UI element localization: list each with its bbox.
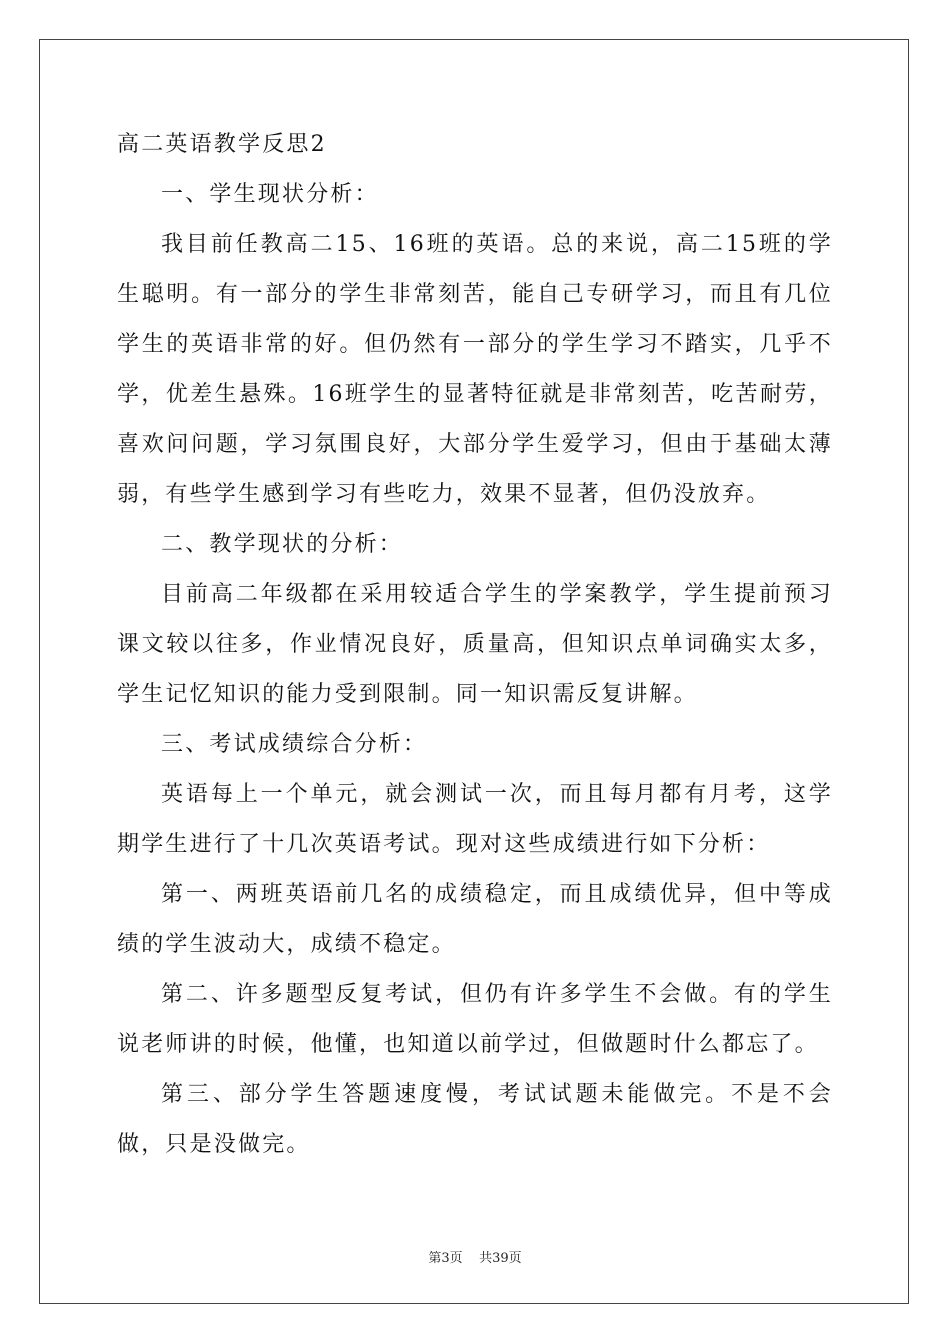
section-heading-student-analysis: 一、学生现状分析： bbox=[161, 182, 379, 207]
section-heading-exam-analysis: 三、考试成绩综合分析： bbox=[161, 732, 428, 757]
current-page-label: 第3页 bbox=[428, 1251, 463, 1266]
paragraph-exam-point-3: 第三、部分学生答题速度慢，考试试题未能做完。不是不会做，只是没做完。 bbox=[117, 1082, 833, 1157]
document-body bbox=[117, 120, 833, 1170]
document-title: 高二英语教学反思2 bbox=[117, 132, 327, 157]
paragraph-exam-point-1: 第一、两班英语前几名的成绩稳定，而且成绩优异，但中等成绩的学生波动大，成绩不稳定。 bbox=[117, 882, 833, 957]
section-heading-teaching-analysis: 二、教学现状的分析： bbox=[161, 532, 404, 557]
paragraph-student-analysis: 我目前任教高二15、16班的英语。总的来说，高二15班的学生聪明。有一部分的学生非常刻苦，能自己专研学习，而且有几位学生的英语非常的好。但仍然有一部分的学生学习不踏实，几乎不学，优差生悬殊。16班学生的显著特征就是非常刻苦，吃苦耐劳，喜欢问问题，学习氛围良好，大部分学生爱学习，但由于基础太薄弱，有些学生感到学习有些吃力，效果不显著，但仍没放弃。 bbox=[117, 232, 833, 507]
page-footer bbox=[0, 1247, 950, 1266]
paragraph-exam-point-2: 第二、许多题型反复考试，但仍有许多学生不会做。有的学生说老师讲的时候，他懂，也知道以前学过，但做题时什么都忘了。 bbox=[117, 982, 833, 1057]
paragraph-teaching-analysis: 目前高二年级都在采用较适合学生的学案教学，学生提前预习课文较以往多，作业情况良好，质量高，但知识点单词确实太多，学生记忆知识的能力受到限制。同一知识需反复讲解。 bbox=[117, 582, 833, 707]
paragraph-exam-intro: 英语每上一个单元，就会测试一次，而且每月都有月考，这学期学生进行了十几次英语考试。现对这些成绩进行如下分析： bbox=[117, 782, 833, 857]
total-pages-label: 共39页 bbox=[479, 1251, 522, 1266]
